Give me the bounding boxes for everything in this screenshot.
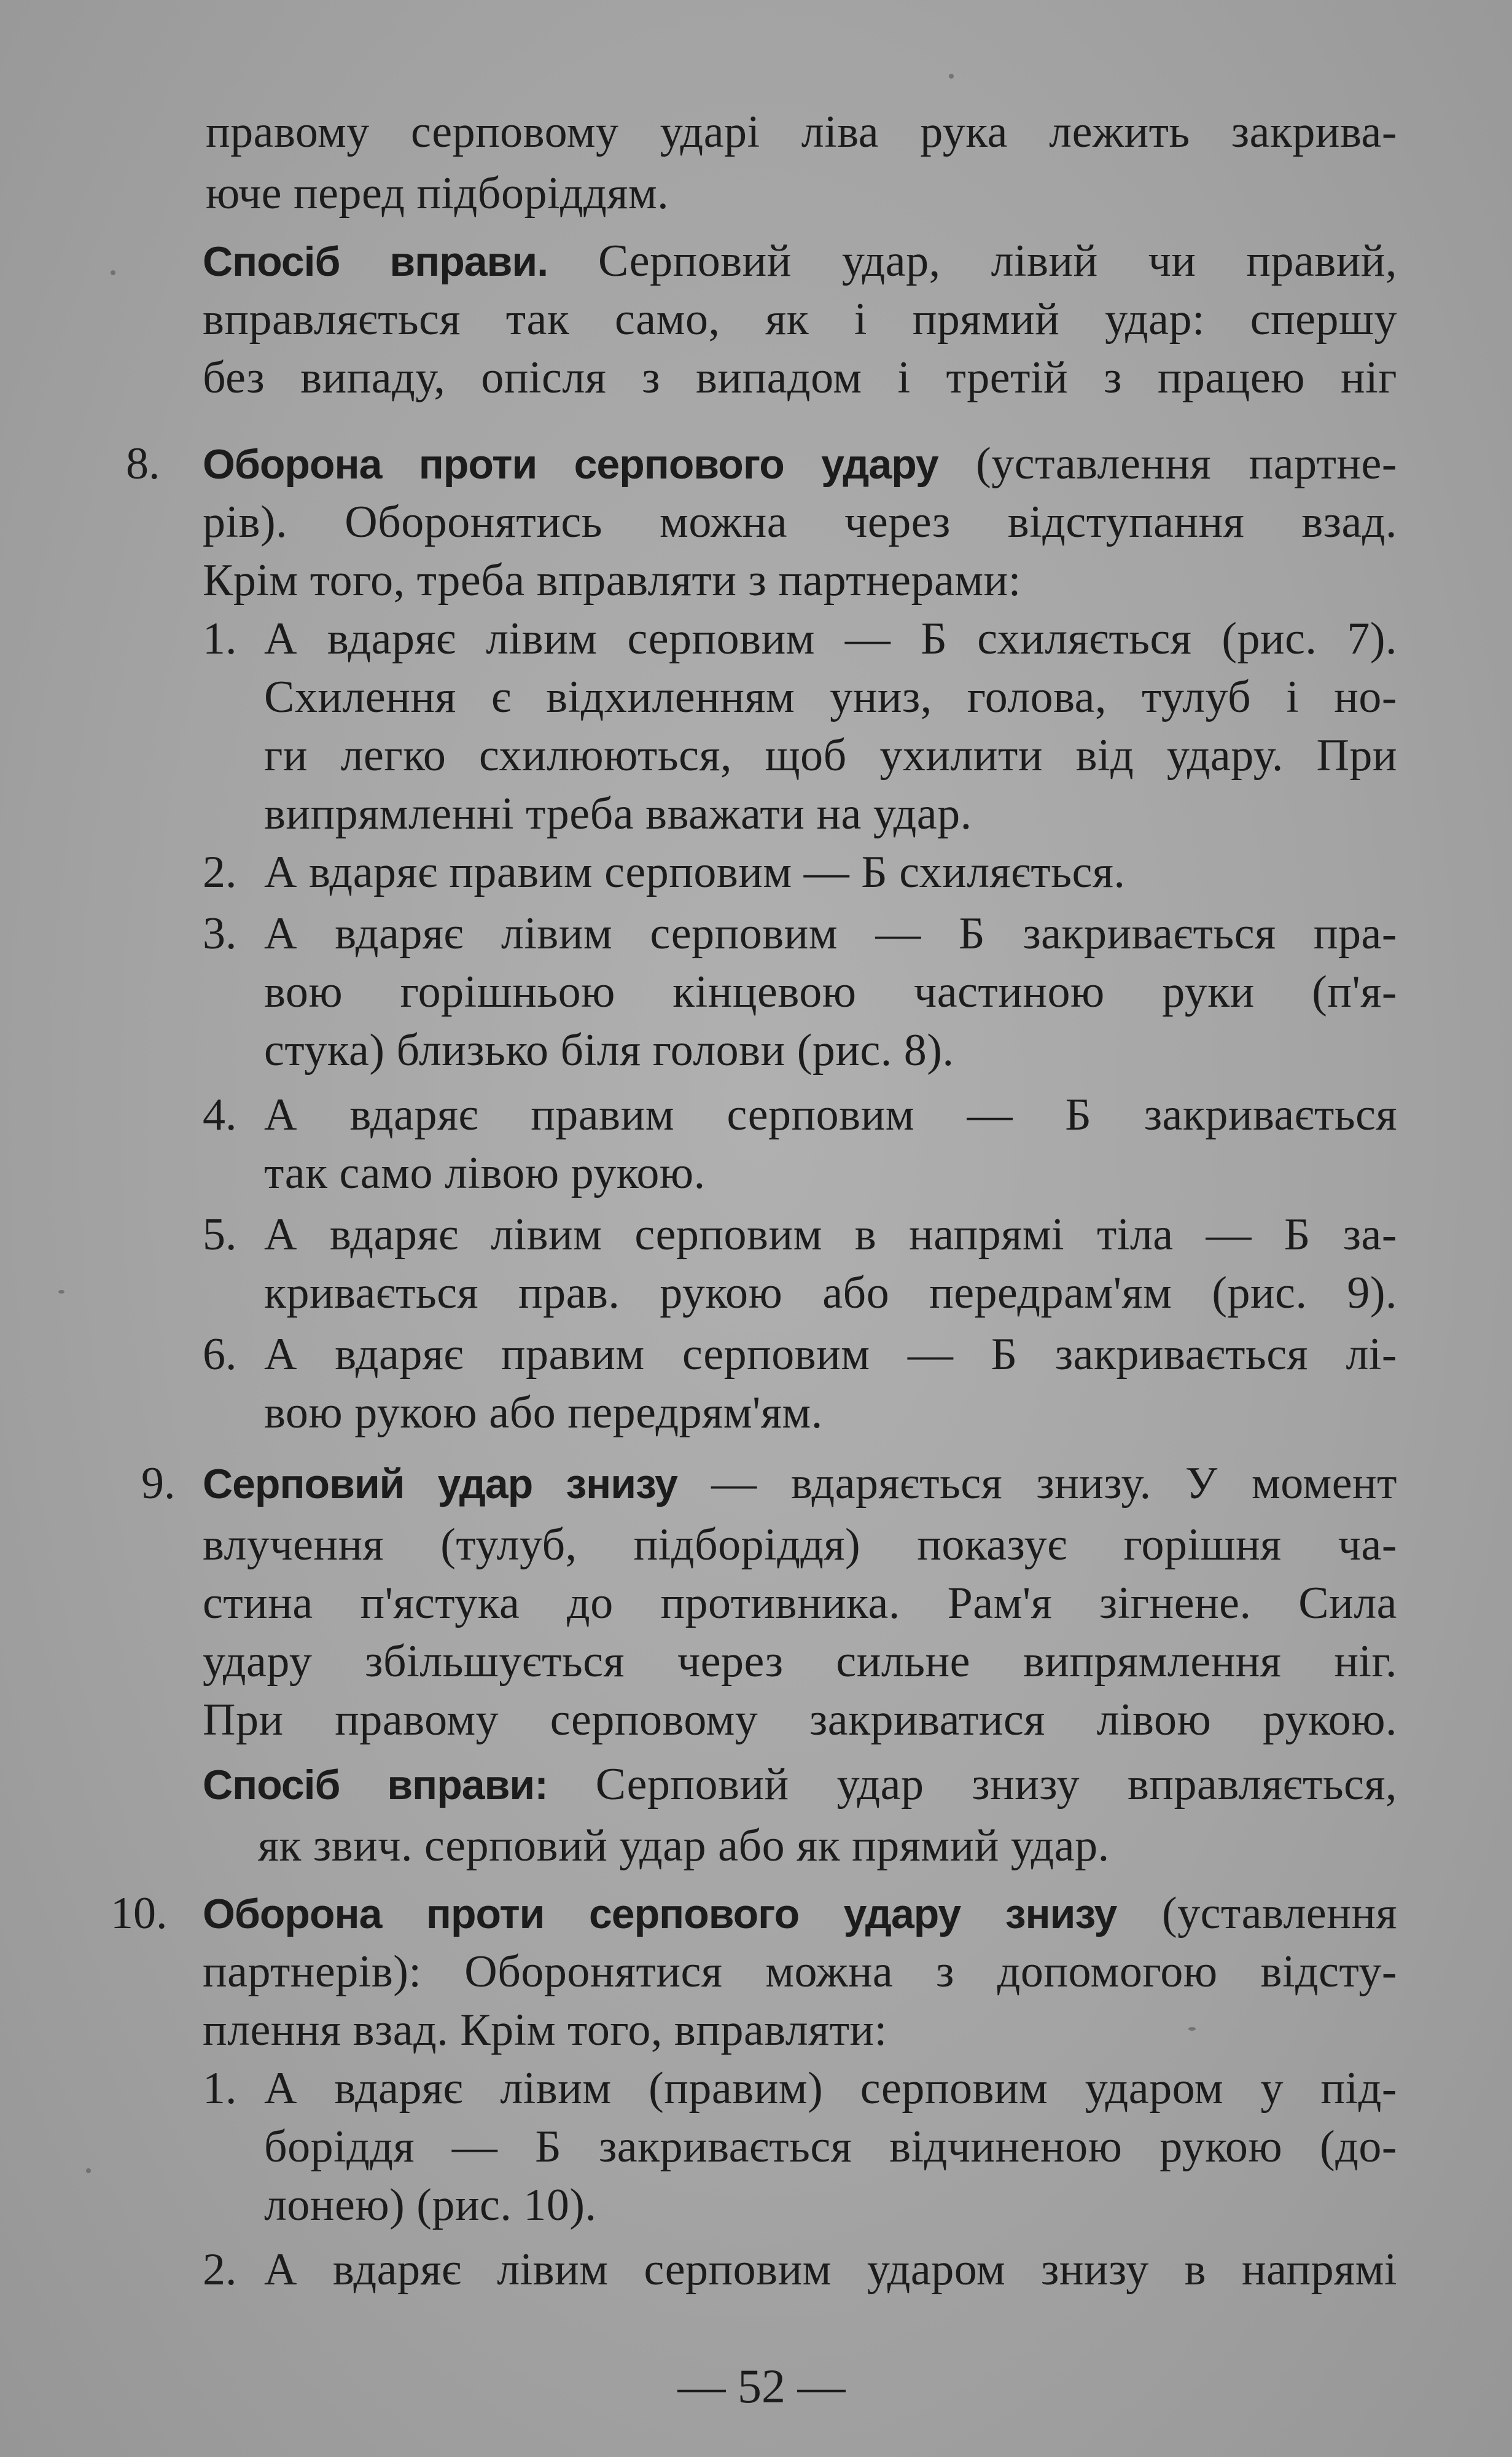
text-line: без випаду, опісля з випадом і третій з працею ніг [203,353,1397,403]
text-line: ги легко схилюються, щоб ухилити від удару. При [264,730,1397,781]
text-line: стука) близько біля голови (рис. 8). [264,1025,954,1076]
text-line: А вдаряє лівим серповим в напрямі тіла — Б за- [264,1209,1397,1260]
subitem-number: 2. [203,847,237,897]
subitem-number: 6. [203,1329,237,1380]
item-number: 9. [141,1458,176,1509]
text-line: правому серповому ударі ліва рука лежить закрива- [206,107,1397,157]
item-number: 8. [126,439,160,489]
text-line [203,1456,1397,1512]
text-line: юче перед підборіддям. [206,168,669,219]
item-number: 10. [111,1888,168,1939]
text-line: вою горішньою кінцевою частиною руки (п'я- [264,967,1397,1017]
section-heading: Оборона проти серпового удару знизу [203,1891,1117,1937]
subitem-number: 4. [203,1090,237,1140]
text-line: стина п'ястука до противника. Рам'я зігнене. Сила [203,1578,1397,1628]
text-line [203,1757,1397,1813]
text-line: А вдаряє лівим серповим — Б схиляється (рис. 7). [264,614,1397,664]
text-line: як звич. серповий удар або як прямий удар. [258,1821,1110,1871]
text-line: вправляється так само, як і прямий удар: спершу [203,294,1397,345]
text-line: кривається прав. рукою або передрам'ям (рис. 9). [264,1268,1397,1318]
paper-speck [111,270,115,275]
paper-speck [86,2168,91,2173]
section-label: Спосіб вправи. [203,238,548,285]
text-line: вою рукою або передрям'ям. [264,1388,823,1438]
text-line: випрямленні треба вважати на удар. [264,789,972,839]
text-line: А вдаряє лівим серповим ударом знизу в напрямі [264,2244,1397,2295]
text-line [203,1886,1397,1942]
section-text: (уставлення партне- [938,439,1398,489]
section-text: (уставлення [1116,1888,1397,1939]
paper-speck [58,1290,64,1294]
subitem-number: 2. [203,2244,237,2295]
text-line [203,436,1397,492]
text-line: партнерів): Оборонятися можна з допомогою відсту- [203,1947,1397,1997]
text-line: рів). Оборонятись можна через відступання взад. [203,497,1397,547]
section-text: Серповий удар знизу вправляється, [547,1759,1398,1810]
text-line: А вдаряє лівим серповим — Б закривається пра- [264,908,1397,959]
text-line: боріддя — Б закривається відчиненою рукою (до- [264,2122,1397,2172]
text-line [203,233,1397,289]
text-line: Схилення є відхиленням униз, голова, тулуб і но- [264,672,1397,722]
section-text: Серповий удар, лівий чи правий, [548,236,1397,286]
text-line: А вдаряє правим серповим — Б закривається лі- [264,1329,1397,1380]
text-line: удару збільшується через сильне випрямлення ніг. [203,1636,1397,1687]
section-heading: Оборона проти серпового удару [203,441,938,488]
paper-speck [949,74,954,79]
text-line: так само лівою рукою. [264,1148,706,1198]
text-line: При правому серповому закриватися лівою рукою. [203,1695,1397,1745]
text-line: А вдаряє лівим (правим) серповим ударом у під- [264,2063,1397,2114]
text-line: влучення (тулуб, підборіддя) показує горішня ча- [203,1520,1397,1570]
section-label: Спосіб вправи: [203,1762,548,1808]
text-line: А вдаряє правим серповим — Б закривається [264,1090,1397,1140]
page-number: — 52 — [677,2359,846,2413]
text-line: плення взад. Крім того, вправляти: [203,2005,887,2055]
paper-speck [1188,2027,1196,2031]
text-line: А вдаряє правим серповим — Б схиляється. [264,847,1126,897]
subitem-number: 5. [203,1209,237,1260]
subitem-number: 1. [203,2063,237,2114]
text-line: Крім того, треба вправляти з партнерами: [203,555,1021,606]
subitem-number: 3. [203,908,237,959]
section-heading: Серповий удар знизу [203,1461,677,1507]
text-line: лонею) (рис. 10). [264,2180,597,2230]
subitem-number: 1. [203,614,237,664]
section-text: — вдаряється знизу. У момент [677,1458,1397,1509]
